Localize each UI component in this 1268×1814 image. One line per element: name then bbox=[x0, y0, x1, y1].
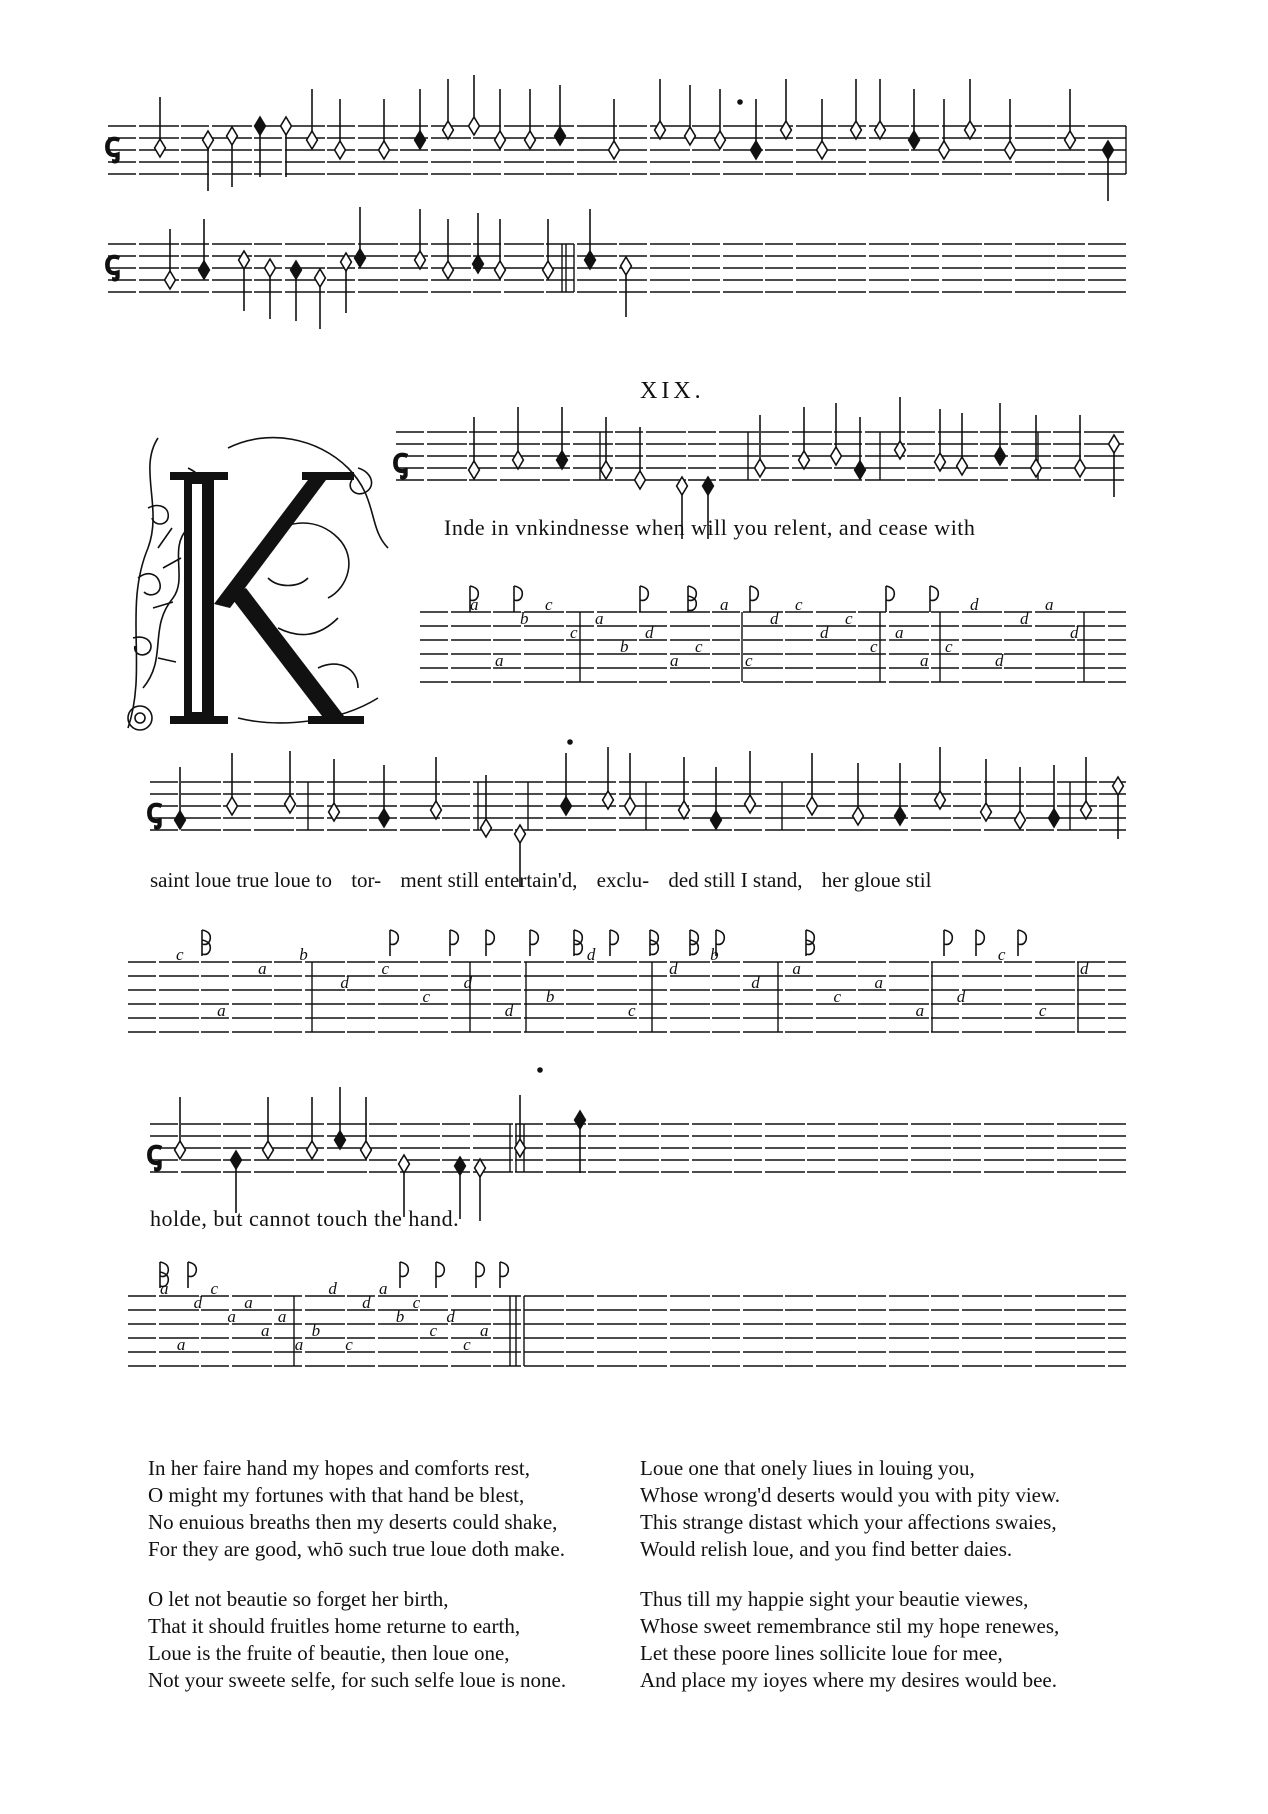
note-head bbox=[679, 801, 690, 819]
tab-letter: a bbox=[160, 1279, 169, 1298]
tab-letter: c bbox=[695, 637, 703, 656]
note-head bbox=[957, 457, 968, 475]
tab-letter: c bbox=[795, 595, 803, 614]
note-head bbox=[1075, 459, 1086, 477]
tab-letter: d bbox=[995, 651, 1004, 670]
rhythm-flag bbox=[1018, 930, 1026, 945]
rhythm-flag bbox=[160, 1262, 168, 1277]
note-head bbox=[635, 471, 646, 489]
note-head bbox=[469, 461, 480, 479]
note-head bbox=[335, 1131, 346, 1149]
note-head bbox=[1081, 801, 1092, 819]
note-head bbox=[685, 127, 696, 145]
note-head bbox=[561, 797, 572, 815]
note-head bbox=[1005, 141, 1016, 159]
tab-letter: b bbox=[520, 609, 529, 628]
rhythm-flag bbox=[188, 1262, 196, 1277]
tab-letter: a bbox=[874, 973, 884, 992]
treble-clef: ꞔ bbox=[146, 793, 163, 830]
tab-letter: d bbox=[586, 945, 596, 964]
verse-line: Whose sweet remembrance stil my hope renewes, bbox=[640, 1614, 1060, 1638]
note-head bbox=[307, 1141, 318, 1159]
lyric-fragment: her gloue stil bbox=[821, 868, 932, 892]
note-head bbox=[621, 257, 632, 275]
tab-letter: c bbox=[1038, 1001, 1047, 1020]
note-head bbox=[807, 797, 818, 815]
tab-letter: c bbox=[429, 1321, 438, 1340]
verse-line: Not your sweete selfe, for such selfe loue is none. bbox=[148, 1668, 567, 1692]
ornament-dot bbox=[738, 100, 742, 104]
rhythm-flag bbox=[750, 586, 758, 601]
tab-letter: d bbox=[645, 623, 654, 642]
note-head bbox=[751, 141, 762, 159]
rhythm-flag bbox=[688, 586, 696, 601]
bass-clef: ꞔ bbox=[104, 245, 121, 282]
tab-letter: c bbox=[833, 987, 842, 1006]
tab-letter: c bbox=[463, 1335, 471, 1354]
note-head bbox=[851, 121, 862, 139]
note-head bbox=[443, 261, 454, 279]
rhythm-flag bbox=[450, 930, 458, 945]
note-head bbox=[995, 447, 1006, 465]
lyric-fragment: tor- bbox=[351, 868, 382, 892]
verse-line: No enuious breaths then my deserts could shake, bbox=[148, 1510, 558, 1534]
note-head bbox=[1103, 141, 1114, 159]
note-head bbox=[227, 797, 238, 815]
tab-letter: a bbox=[470, 595, 479, 614]
tab-letter: c bbox=[945, 637, 953, 656]
note-head bbox=[307, 131, 318, 149]
tab-letter: c bbox=[545, 595, 553, 614]
decorated-initial bbox=[118, 428, 396, 736]
tab-letter: a bbox=[920, 651, 929, 670]
lyric-line-3: holde, but cannot touch the hand. bbox=[150, 1206, 460, 1231]
note-head bbox=[265, 259, 276, 277]
tab-letter: d bbox=[340, 973, 349, 992]
note-head bbox=[909, 131, 920, 149]
tab-letter: a bbox=[792, 959, 801, 978]
rhythm-flag bbox=[574, 930, 582, 945]
note-head bbox=[939, 141, 950, 159]
note-head bbox=[227, 127, 238, 145]
ornament-dot bbox=[568, 740, 572, 744]
note-head bbox=[855, 461, 866, 479]
note-head bbox=[1113, 777, 1124, 795]
tab-letter: c bbox=[412, 1293, 421, 1312]
tab-letter: c bbox=[870, 637, 878, 656]
note-head bbox=[1015, 811, 1026, 829]
note-head bbox=[415, 251, 426, 269]
note-head bbox=[175, 811, 186, 829]
note-head bbox=[263, 1141, 274, 1159]
verse-left-1 bbox=[148, 1455, 565, 1563]
tab-letter: a bbox=[720, 595, 729, 614]
tab-letter: a bbox=[915, 1001, 925, 1020]
note-head bbox=[895, 807, 906, 825]
rhythm-flag bbox=[886, 586, 894, 601]
rhythm-flag bbox=[500, 1262, 508, 1277]
tab-letter: d bbox=[1070, 623, 1079, 642]
treble-clef: ꞔ bbox=[392, 443, 409, 480]
note-head bbox=[799, 451, 810, 469]
note-head bbox=[513, 451, 524, 469]
note-head bbox=[711, 811, 722, 829]
rhythm-flag bbox=[390, 930, 398, 945]
tab-letter: a bbox=[895, 623, 904, 642]
rhythm-flag bbox=[514, 586, 522, 601]
verse-line: For they are good, whō such true loue doth make. bbox=[148, 1537, 565, 1561]
note-head bbox=[601, 461, 612, 479]
tab-letter: a bbox=[261, 1321, 270, 1340]
tab-letter: b bbox=[395, 1307, 405, 1326]
note-head bbox=[575, 1111, 586, 1129]
note-head bbox=[655, 121, 666, 139]
tab-letter: a bbox=[480, 1321, 489, 1340]
verse-line: That it should fruitles home returne to earth, bbox=[148, 1614, 521, 1638]
tab-letter: a bbox=[244, 1293, 253, 1312]
note-head bbox=[285, 795, 296, 813]
note-head bbox=[399, 1155, 410, 1173]
tab-letter: d bbox=[820, 623, 829, 642]
note-head bbox=[817, 141, 828, 159]
note-head bbox=[1065, 131, 1076, 149]
tab-letter: c bbox=[845, 609, 853, 628]
note-head bbox=[1031, 459, 1042, 477]
lyric-line-1: Inde in vnkindnesse when will you relent, and cease with bbox=[444, 515, 976, 540]
tab-letter: c bbox=[628, 1001, 636, 1020]
tab-letter: d bbox=[463, 973, 473, 992]
tab-letter: d bbox=[504, 1001, 514, 1020]
verse-line: O let not beautie so forget her birth, bbox=[148, 1587, 449, 1611]
tab-letter: d bbox=[1020, 609, 1029, 628]
note-head bbox=[199, 261, 210, 279]
note-head bbox=[543, 261, 554, 279]
tab-letter: d bbox=[770, 609, 779, 628]
note-head bbox=[361, 1141, 372, 1159]
tab-letter: a bbox=[217, 1001, 226, 1020]
tab-letter: a bbox=[294, 1335, 304, 1354]
note-head bbox=[255, 117, 266, 135]
note-head bbox=[175, 1141, 186, 1159]
rhythm-flag bbox=[202, 930, 210, 945]
note-head bbox=[495, 131, 506, 149]
tab-letter: c bbox=[745, 651, 753, 670]
note-head bbox=[475, 1159, 486, 1177]
tab-letter: d bbox=[669, 959, 678, 978]
tab-letter: a bbox=[258, 959, 267, 978]
verse-line: And place my ioyes where my desires would bee. bbox=[640, 1668, 1057, 1692]
rhythm-flag bbox=[476, 1262, 484, 1277]
note-head bbox=[415, 131, 426, 149]
verse-line: This strange distast which your affections swaies, bbox=[640, 1510, 1057, 1534]
bass-clef: ꞔ bbox=[104, 127, 121, 164]
tab-letter: d bbox=[193, 1293, 203, 1312]
note-head bbox=[525, 131, 536, 149]
note-head bbox=[203, 131, 214, 149]
tab-letter: b bbox=[620, 637, 629, 656]
rhythm-flag bbox=[976, 930, 984, 945]
verse-line: Thus till my happie sight your beautie viewes, bbox=[640, 1587, 1029, 1611]
note-head bbox=[443, 121, 454, 139]
note-head bbox=[335, 141, 346, 159]
tab-letter: d bbox=[328, 1279, 337, 1298]
treble-clef: ꞔ bbox=[146, 1135, 163, 1172]
tab-letter: d bbox=[751, 973, 760, 992]
note-head bbox=[1049, 809, 1060, 827]
rhythm-flag bbox=[530, 930, 538, 945]
verse-line: O might my fortunes with that hand be blest, bbox=[148, 1483, 525, 1507]
note-head bbox=[281, 117, 292, 135]
tab-letter: c bbox=[570, 623, 578, 642]
verse-line: Loue one that onely liues in louing you, bbox=[640, 1456, 975, 1480]
rhythm-flag bbox=[650, 930, 658, 945]
tab-letter: c bbox=[210, 1279, 219, 1298]
note-head bbox=[495, 261, 506, 279]
note-head bbox=[379, 141, 390, 159]
note-head bbox=[155, 139, 166, 157]
verse-right-2 bbox=[640, 1586, 1059, 1694]
tab-letter: b bbox=[545, 987, 555, 1006]
verse-line: Would relish loue, and you find better daies. bbox=[640, 1537, 1013, 1561]
ornament-dot bbox=[538, 1068, 542, 1072]
tab-letter: d bbox=[970, 595, 979, 614]
note-head bbox=[555, 127, 566, 145]
note-head bbox=[781, 121, 792, 139]
rhythm-flag bbox=[400, 1262, 408, 1277]
note-head bbox=[755, 459, 766, 477]
tab-letter: a bbox=[670, 651, 679, 670]
tab-letter: a bbox=[1045, 595, 1054, 614]
verse-right-1 bbox=[640, 1455, 1060, 1563]
tab-letter: d bbox=[362, 1293, 371, 1312]
tab-letter: b bbox=[311, 1321, 321, 1340]
note-head bbox=[355, 249, 366, 267]
note-head bbox=[291, 261, 302, 279]
note-head bbox=[379, 809, 390, 827]
tab-letter: d bbox=[956, 987, 966, 1006]
lyric-fragment: ded still I stand, bbox=[668, 868, 803, 892]
note-head bbox=[1109, 435, 1120, 453]
rhythm-flag bbox=[944, 930, 952, 945]
rhythm-flag bbox=[806, 930, 814, 945]
note-head bbox=[585, 251, 596, 269]
tab-letter: c bbox=[345, 1335, 353, 1354]
note-head bbox=[745, 795, 756, 813]
tab-letter: c bbox=[997, 945, 1006, 964]
note-head bbox=[481, 819, 492, 837]
rhythm-flag bbox=[610, 930, 618, 945]
verse-line: Whose wrong'd deserts would you with pity view. bbox=[640, 1483, 1061, 1507]
note-head bbox=[875, 121, 886, 139]
lyric-fragment: ment still entertain'd, bbox=[400, 868, 578, 892]
tab-letter: d bbox=[1080, 959, 1089, 978]
verse-line: Loue is the fruite of beautie, then loue one, bbox=[148, 1641, 510, 1665]
verse-line: In her faire hand my hopes and comforts rest, bbox=[148, 1456, 530, 1480]
rhythm-flag bbox=[436, 1262, 444, 1277]
lyric-fragment: exclu- bbox=[596, 868, 650, 892]
note-head bbox=[315, 269, 326, 287]
tab-letter: b bbox=[299, 945, 308, 964]
verse-left-2 bbox=[148, 1586, 566, 1694]
tab-letter: c bbox=[176, 945, 184, 964]
note-head bbox=[165, 271, 176, 289]
rhythm-flag bbox=[930, 586, 938, 601]
lyric-fragment: saint loue true loue to bbox=[150, 868, 332, 892]
tab-letter: a bbox=[495, 651, 504, 670]
tab-letter: a bbox=[176, 1335, 186, 1354]
tab-letter: b bbox=[710, 945, 719, 964]
note-head bbox=[239, 251, 250, 269]
note-head bbox=[469, 117, 480, 135]
note-head bbox=[515, 825, 526, 843]
rhythm-flag bbox=[690, 930, 698, 945]
note-head bbox=[231, 1151, 242, 1169]
rhythm-flag bbox=[486, 930, 494, 945]
note-head bbox=[965, 121, 976, 139]
note-head bbox=[625, 797, 636, 815]
note-head bbox=[715, 131, 726, 149]
tab-letter: c bbox=[381, 959, 390, 978]
tab-letter: a bbox=[378, 1279, 388, 1298]
note-head bbox=[473, 255, 484, 273]
song-number: XIX. bbox=[640, 378, 705, 404]
lyric-line-2 bbox=[150, 868, 931, 893]
note-head bbox=[853, 807, 864, 825]
tab-letter: d bbox=[446, 1307, 455, 1326]
rhythm-flag bbox=[716, 930, 724, 945]
tab-letter: a bbox=[277, 1307, 287, 1326]
rhythm-flag bbox=[640, 586, 648, 601]
note-head bbox=[609, 141, 620, 159]
tab-letter: a bbox=[227, 1307, 236, 1326]
note-head bbox=[831, 447, 842, 465]
tab-letter: a bbox=[595, 609, 604, 628]
note-head bbox=[557, 451, 568, 469]
note-head bbox=[431, 801, 442, 819]
tab-letter: c bbox=[422, 987, 431, 1006]
verse-line: Let these poore lines sollicite loue for mee, bbox=[640, 1641, 1003, 1665]
